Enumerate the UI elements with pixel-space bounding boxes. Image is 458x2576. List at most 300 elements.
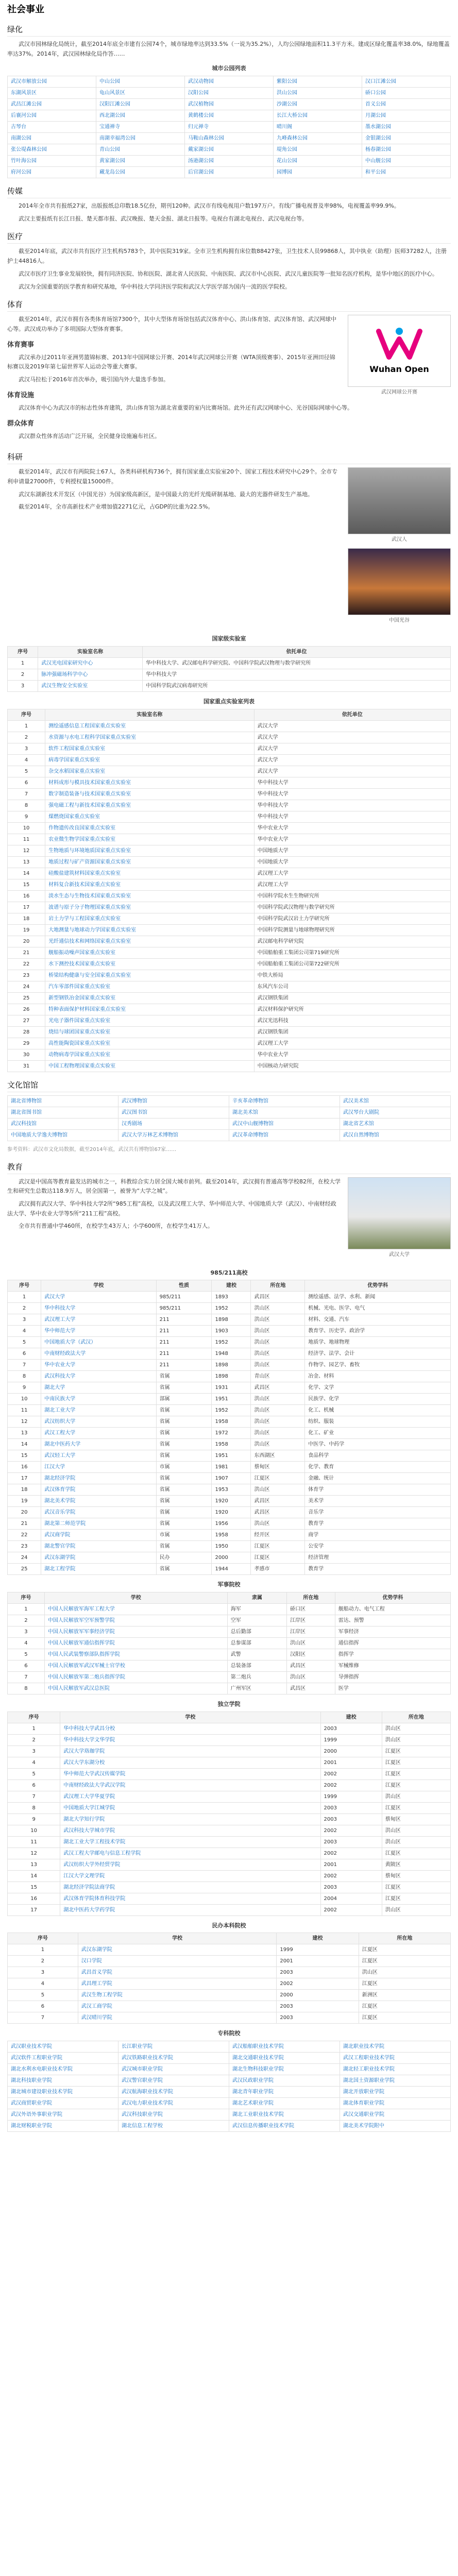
table-row (8, 913, 451, 924)
table-cell[interactable]: 江汉大学文理学院 (60, 1870, 320, 1882)
table-row (8, 1956, 451, 1967)
table-cell[interactable]: 岩土力学与工程国家重点实验室 (45, 913, 255, 924)
table-cell: 2003 (320, 1723, 382, 1734)
table-cell: 9 (8, 1382, 41, 1394)
independent-college-table (7, 1711, 451, 1916)
table-cell[interactable]: 华中师范大学武汉传媒学院 (60, 1768, 320, 1780)
table-cell[interactable]: 杂交水稻国家重点实验室 (45, 766, 255, 777)
table-cell[interactable]: 湖北第二师范学院 (41, 1518, 156, 1530)
table-cell[interactable]: 武汉大学 (41, 1292, 156, 1303)
table-cell[interactable]: 武昌首义学院 (78, 1967, 277, 1978)
park-link[interactable]: 藏龙岛公园 (99, 170, 125, 176)
table-cell[interactable]: 病毒学国家重点实验室 (45, 754, 255, 766)
table-cell: 武汉理工大学 (254, 879, 450, 890)
venue-link[interactable]: 武汉科技馆 (11, 1121, 37, 1127)
table-cell (96, 110, 185, 122)
table-cell: 4 (8, 1638, 45, 1649)
table-cell[interactable]: 武汉科技大学城市学院 (60, 1825, 320, 1836)
college-link[interactable]: 武汉警官职业学院 (122, 2078, 163, 2084)
table-row (8, 924, 451, 936)
college-link[interactable]: 武汉科技职业学院 (122, 2112, 163, 2118)
table-cell[interactable]: 湖北大学知行学院 (60, 1814, 320, 1825)
table-cell: 2002 (320, 1848, 382, 1859)
column-header: 所在地 (359, 1933, 450, 1944)
table-cell: 通信指挥 (335, 1638, 450, 1649)
college-link[interactable]: 湖北工业职业技术学院 (232, 2112, 284, 2118)
table-row (8, 1049, 451, 1060)
park-link[interactable]: 九峰森林公园 (277, 135, 308, 142)
table-cell: 9 (8, 1814, 60, 1825)
table-cell[interactable]: 新型钢铁冶金国家重点实验室 (45, 992, 255, 1004)
table-row (8, 2109, 451, 2121)
table-cell (229, 2053, 340, 2064)
figure-optics-valley[interactable] (348, 548, 451, 625)
table-cell[interactable]: 武汉纺织大学 (41, 1416, 156, 1428)
table-cell[interactable]: 武汉科技大学 (41, 1371, 156, 1382)
table-cell (185, 76, 274, 88)
table-cell[interactable]: 煤燃烧国家重点实验室 (45, 811, 255, 822)
table-cell: 15 (8, 1882, 60, 1893)
table-cell: 17 (8, 902, 45, 913)
parks-table (7, 76, 451, 178)
table-cell[interactable]: 波谱与原子分子物理国家重点实验室 (45, 902, 255, 913)
table-cell[interactable]: 农业微生物学国家重点实验室 (45, 834, 255, 845)
table-cell[interactable]: 华中科技大学武昌分校 (60, 1723, 320, 1734)
table-cell: 洪山区 (382, 1904, 450, 1916)
table-cell[interactable]: 中国人民武装警察部队指挥学院 (44, 1649, 227, 1660)
table-cell: 11 (8, 834, 45, 845)
section-heading: 科研 (7, 451, 451, 464)
table-cell (8, 2109, 118, 2121)
table-cell[interactable]: 武汉生物工程学院 (78, 1990, 277, 2001)
college-link[interactable]: 武汉铁路职业技术学院 (122, 2055, 173, 2061)
college-link[interactable]: 武汉民政职业学院 (232, 2078, 274, 2084)
table-cell: 武汉理工大学 (254, 1038, 450, 1049)
table-cell: 洪山区 (251, 1314, 305, 1326)
college-link[interactable]: 湖北青年职业学院 (232, 2089, 274, 2095)
table-cell (274, 122, 362, 133)
paragraph: 武汉市医疗卫生事业发展较快，拥有同济医院、协和医院、湖北省人民医院、中南医院、武汉市中心医院、武汉儿童医院等一批知名医疗机构，是华中地区的医疗中心。 (19, 270, 438, 277)
venue-link[interactable]: 武汉美术馆 (343, 1098, 369, 1104)
table-row (8, 2001, 451, 2012)
table-cell: 蔡甸区 (251, 1462, 305, 1473)
table-row (8, 1541, 451, 1552)
table-cell (8, 2075, 118, 2087)
venue-link[interactable]: 湖北美术馆 (232, 1109, 258, 1115)
table-cell: 1 (8, 657, 38, 669)
table-cell[interactable]: 中南财经政法大学武汉学院 (60, 1780, 320, 1791)
table-cell[interactable]: 武昌理工学院 (78, 1978, 277, 1990)
table-row (8, 2053, 451, 2064)
college-link[interactable]: 湖北财税职业学院 (11, 2123, 52, 2129)
table-cell[interactable]: 湖北美术学院 (41, 1496, 156, 1507)
figure-caption: 武汉人 (392, 537, 407, 543)
table-cell[interactable]: 脉冲强磁场科学中心 (38, 669, 143, 680)
table-cell: 省属 (156, 1484, 212, 1496)
venue-link[interactable]: 中国地质大学逸夫博物馆 (11, 1132, 67, 1138)
table-row (8, 1129, 451, 1141)
table-cell: 黄陂区 (382, 1859, 450, 1870)
column-header: 序号 (8, 1711, 60, 1723)
venue-link[interactable]: 武汉中山舰博物馆 (232, 1121, 274, 1127)
college-link[interactable]: 湖北水利水电职业技术学院 (11, 2066, 73, 2073)
table-cell[interactable]: 生物地质与环境地质国家重点实验室 (45, 845, 255, 856)
table-row (8, 1848, 451, 1859)
venue-link[interactable]: 辛亥革命博物馆 (232, 1098, 268, 1104)
table-cell: 3 (8, 1314, 41, 1326)
college-link[interactable]: 长江职业学院 (122, 2044, 152, 2050)
table-cell: 省属 (156, 1473, 212, 1484)
figure-wuhan-person[interactable] (348, 467, 451, 544)
park-link[interactable]: 龟山风景区 (99, 90, 125, 96)
table-cell[interactable]: 武汉工程大学邮电与信息工程学院 (60, 1848, 320, 1859)
venue-link[interactable]: 湖北省艺术馆 (343, 1121, 374, 1127)
venue-link[interactable]: 武汉自然博物馆 (343, 1132, 379, 1138)
table-cell (185, 99, 274, 110)
table-cell[interactable]: 华中科技大学 (41, 1303, 156, 1314)
table-row (8, 2041, 451, 2053)
table-cell[interactable]: 武汉生物安全实验室 (38, 680, 143, 691)
college-link[interactable]: 湖北艺术职业学院 (232, 2100, 274, 2107)
table-cell[interactable]: 中南民族大学 (41, 1394, 156, 1405)
park-link[interactable]: 洪山公园 (277, 90, 297, 96)
table-cell[interactable]: 武汉商学院 (41, 1530, 156, 1541)
table-cell[interactable]: 武汉纺织大学外经贸学院 (60, 1859, 320, 1870)
table-row (8, 992, 451, 1004)
table-cell[interactable]: 中国人民解放军第二炮兵指挥学院 (44, 1672, 227, 1683)
table-row (8, 1337, 451, 1348)
figure-wuhan-university[interactable] (348, 1177, 451, 1259)
table-cell: 汉阳区 (287, 1649, 335, 1660)
table-cell[interactable]: 湖北中医药大学 (41, 1439, 156, 1450)
venue-link[interactable]: 武汉图书馆 (122, 1109, 147, 1115)
park-link[interactable]: 武汉植物园 (188, 101, 214, 108)
college-link[interactable]: 武汉城市职业学院 (122, 2066, 163, 2073)
table-row (8, 1944, 451, 1956)
table-cell[interactable]: 中国人民解放军海军工程大学 (44, 1604, 227, 1615)
table-cell: 指挥学 (335, 1649, 450, 1660)
table-cell[interactable]: 武汉体育学院 (41, 1484, 156, 1496)
college-link[interactable]: 湖北信息工程学校 (122, 2123, 163, 2129)
park-link[interactable]: 武汉市解放公园 (11, 79, 47, 85)
park-link[interactable]: 戴家湖公园 (188, 147, 214, 153)
table-cell[interactable]: 地质过程与矿产资源国家重点实验室 (45, 856, 255, 868)
table-cell: 1953 (212, 1484, 251, 1496)
table-cell: 省属 (156, 1564, 212, 1575)
table-cell: 1999 (277, 1944, 359, 1956)
college-link[interactable]: 武汉电力职业技术学院 (122, 2100, 173, 2107)
table-cell[interactable]: 软件工程国家重点实验室 (45, 743, 255, 754)
park-link[interactable]: 西北湖公园 (99, 113, 125, 119)
table-cell: 部属 (156, 1394, 212, 1405)
table-cell[interactable]: 武汉体育学院体育科技学院 (60, 1893, 320, 1904)
column-header: 建校 (212, 1280, 251, 1292)
table-cell: 蔡甸区 (382, 1870, 450, 1882)
table-cell (96, 76, 185, 88)
college-link[interactable]: 武汉外语外事职业学院 (11, 2112, 62, 2118)
park-link[interactable]: 青山公园 (99, 147, 120, 153)
college-link[interactable]: 湖北美术学院附中 (343, 2123, 384, 2129)
park-link[interactable]: 南湖幸福湾公园 (99, 135, 135, 142)
college-link[interactable]: 武汉船舶职业技术学院 (232, 2044, 284, 2050)
college-link[interactable]: 湖北开放职业学院 (343, 2089, 384, 2095)
park-link[interactable]: 堤角公园 (277, 147, 297, 153)
table-cell: 洪山区 (382, 1723, 450, 1734)
table-cell[interactable]: 水资源与水电工程科学国家重点实验室 (45, 732, 255, 743)
table-cell[interactable]: 湖北工业大学工程技术学院 (60, 1836, 320, 1848)
park-link[interactable]: 硚口公园 (365, 90, 386, 96)
table-cell[interactable]: 武汉东湖学院 (78, 1944, 277, 1956)
table-cell: 1898 (212, 1371, 251, 1382)
park-link[interactable]: 墨水湖公园 (365, 124, 391, 130)
park-link[interactable]: 紫阳公园 (277, 79, 297, 85)
table-row (8, 1802, 451, 1814)
park-link[interactable]: 汉阳江滩公园 (99, 101, 130, 108)
table-row (8, 1439, 451, 1450)
table-cell (118, 2109, 229, 2121)
table-row (8, 1615, 451, 1626)
table-cell: 4 (8, 754, 45, 766)
college-link[interactable]: 武汉软件工程职业学院 (11, 2055, 62, 2061)
table-cell[interactable]: 动物病毒学国家重点实验室 (45, 1049, 255, 1060)
table-row (8, 720, 451, 732)
table-cell[interactable]: 中国工程物理国家重点实验室 (45, 1060, 255, 1072)
table-cell: 20 (8, 936, 45, 947)
college-link[interactable]: 武汉职业技术学院 (11, 2044, 52, 2050)
college-link[interactable]: 湖北交通职业技术学院 (232, 2055, 284, 2061)
table-cell[interactable]: 强电磁工程与新技术国家重点实验室 (45, 800, 255, 811)
table-cell: 华中科技大学 (254, 777, 450, 788)
table-cell: 江夏区 (359, 1944, 450, 1956)
table-row (8, 1757, 451, 1768)
park-link[interactable]: 和平公园 (365, 170, 386, 176)
table-caption: 国家级实验室 (212, 635, 246, 642)
table-cell[interactable]: 武汉工程大学 (41, 1428, 156, 1439)
table-cell[interactable]: 汽车零部件国家重点实验室 (45, 981, 255, 992)
table-cell[interactable]: 湖北大学 (41, 1382, 156, 1394)
park-link[interactable]: 汉阳公园 (188, 90, 209, 96)
table-cell (8, 110, 96, 122)
table-cell: 江夏区 (251, 1552, 305, 1564)
table-cell[interactable]: 武汉大学东湖分校 (60, 1757, 320, 1768)
table-cell (229, 2098, 340, 2109)
table-row (8, 1978, 451, 1990)
table-cell[interactable]: 中国地质大学（武汉） (41, 1337, 156, 1348)
column-header: 所在地 (251, 1280, 305, 1292)
table-row (8, 970, 451, 981)
park-link[interactable]: 归元禅寺 (188, 124, 209, 130)
national-lab-table (7, 646, 451, 692)
venue-link[interactable]: 汉秀剧场 (122, 1121, 142, 1127)
venue-link[interactable]: 武汉大学万林艺术博物馆 (122, 1132, 178, 1138)
venue-link[interactable]: 武汉琴台大剧院 (343, 1109, 379, 1115)
college-link[interactable]: 武汉工程职业技术学院 (343, 2055, 395, 2061)
park-link[interactable]: 汤逊湖公园 (188, 158, 214, 164)
park-link[interactable]: 武昌江滩公园 (11, 101, 42, 108)
park-link[interactable]: 府河公园 (11, 170, 31, 176)
park-link[interactable]: 黄鹤楼公园 (188, 113, 214, 119)
table-cell[interactable]: 舰船振动噪声国家重点实验室 (45, 947, 255, 958)
table-cell[interactable]: 中南财经政法大学 (41, 1348, 156, 1360)
table-cell[interactable]: 武汉音乐学院 (41, 1507, 156, 1518)
table-cell: 8 (8, 1683, 45, 1694)
college-link[interactable]: 湖北职业技术学院 (343, 2044, 384, 2050)
table-cell (8, 1095, 118, 1107)
table-cell: 华中科技大学 (254, 800, 450, 811)
table-row (8, 754, 451, 766)
table-row (8, 947, 451, 958)
park-link[interactable]: 晴川阁 (277, 124, 292, 130)
table-cell: 武汉钢铁集团 (254, 992, 450, 1004)
table-row (8, 1038, 451, 1049)
table-cell: 12 (8, 845, 45, 856)
table-cell[interactable]: 华中科技大学文华学院 (60, 1734, 320, 1745)
table-cell[interactable]: 硅酸盐建筑材料国家重点实验室 (45, 868, 255, 879)
table-row (8, 2098, 451, 2109)
table-cell[interactable]: 湖北工业大学 (41, 1405, 156, 1416)
table-cell: 教育学 (305, 1518, 451, 1530)
table-cell[interactable]: 光电子器件国家重点实验室 (45, 1015, 255, 1026)
table-cell[interactable]: 中国人民解放军通信指挥学院 (44, 1638, 227, 1649)
table-cell[interactable]: 大地测量与地球动力学国家重点实验室 (45, 924, 255, 936)
park-link[interactable]: 金银湖公园 (365, 135, 391, 142)
table-cell[interactable]: 湖北经济学院 (41, 1473, 156, 1484)
college-link[interactable]: 武汉商贸职业学院 (11, 2100, 52, 2107)
table-cell[interactable]: 中国人民解放军武汉军械士官学校 (44, 1660, 227, 1672)
college-link[interactable]: 武汉航海职业技术学院 (122, 2089, 173, 2095)
college-link[interactable]: 湖北生物科技职业学院 (232, 2066, 284, 2073)
table-cell[interactable]: 武汉光电国家研究中心 (38, 657, 143, 669)
table-cell (274, 144, 362, 156)
park-link[interactable]: 南湖公园 (11, 135, 31, 142)
table-cell[interactable]: 湖北工程学院 (41, 1564, 156, 1575)
table-cell[interactable]: 烧结与球团国家重点实验室 (45, 1026, 255, 1038)
table-cell[interactable]: 淡水生态与生物技术国家重点实验室 (45, 890, 255, 902)
table-cell[interactable]: 武汉工商学院 (78, 2001, 277, 2012)
park-link[interactable]: 汉口江滩公园 (365, 79, 396, 85)
table-cell[interactable]: 中国地质大学江城学院 (60, 1802, 320, 1814)
table-cell: 2000 (277, 1990, 359, 2001)
table-cell[interactable]: 特种表面保护材料国家重点实验室 (45, 1004, 255, 1015)
park-link[interactable]: 古琴台 (11, 124, 26, 130)
table-cell: 华中农业大学 (254, 834, 450, 845)
table-cell[interactable]: 湖北中医药大学药学院 (60, 1904, 320, 1916)
college-link[interactable]: 湖北科技职业学院 (11, 2078, 52, 2084)
park-link[interactable]: 后官湖公园 (188, 170, 214, 176)
table-cell: 1 (8, 1292, 41, 1303)
table-cell: 1999 (320, 1791, 382, 1802)
table-cell: 洪山区 (287, 1672, 335, 1683)
venue-link[interactable]: 武汉博物馆 (122, 1098, 147, 1104)
table-cell[interactable]: 作物遗传改良国家重点实验室 (45, 822, 255, 834)
table-cell[interactable]: 中国人民解放军军事经济学院 (44, 1626, 227, 1638)
park-link[interactable]: 园博园 (277, 170, 292, 176)
table-cell[interactable]: 湖北警官学院 (41, 1541, 156, 1552)
table-cell[interactable]: 武汉东湖学院 (41, 1552, 156, 1564)
table-cell: 经开区 (251, 1530, 305, 1541)
table-cell[interactable]: 高性能陶瓷国家重点实验室 (45, 1038, 255, 1049)
figure-wuhan-open[interactable] (348, 315, 451, 397)
table-cell: 2002 (320, 1825, 382, 1836)
table-cell[interactable]: 武汉晴川学院 (78, 2012, 277, 2024)
table-cell[interactable]: 华中农业大学 (41, 1360, 156, 1371)
table-cell[interactable]: 武汉大学珞珈学院 (60, 1745, 320, 1757)
table-cell (274, 110, 362, 122)
table-cell (362, 133, 451, 144)
venue-link[interactable]: 武汉革命博物馆 (232, 1132, 268, 1138)
table-cell: 洪山区 (287, 1638, 335, 1649)
park-link[interactable]: 张公堤森林公园 (11, 147, 47, 153)
table-row (8, 1904, 451, 1916)
table-cell[interactable]: 武汉理工大学 (41, 1314, 156, 1326)
college-link[interactable]: 湖北轻工职业技术学院 (343, 2066, 395, 2073)
table-cell[interactable]: 华中师范大学 (41, 1326, 156, 1337)
park-link[interactable]: 长江大桥公园 (277, 113, 308, 119)
table-cell[interactable]: 武汉理工大学华夏学院 (60, 1791, 320, 1802)
park-link[interactable]: 中山公园 (99, 79, 120, 85)
park-link[interactable]: 首义公园 (365, 101, 386, 108)
college-link[interactable]: 湖北体育职业学院 (343, 2100, 384, 2107)
table-cell: 食品科学 (305, 1450, 451, 1462)
table-cell: 5 (8, 1649, 45, 1660)
table-cell (96, 144, 185, 156)
table-cell (8, 2053, 118, 2064)
park-link[interactable]: 武汉动物园 (188, 79, 214, 85)
table-cell[interactable]: 湖北经济学院法商学院 (60, 1882, 320, 1893)
park-link[interactable]: 沙湖公园 (277, 101, 297, 108)
college-link[interactable]: 湖北国土资源职业学院 (343, 2078, 395, 2084)
table-cell[interactable]: 数字制造装备与技术国家重点实验室 (45, 788, 255, 800)
table-row (8, 122, 451, 133)
park-link[interactable]: 宝通禅寺 (99, 124, 120, 130)
park-link[interactable]: 后襄河公园 (11, 113, 37, 119)
college-link[interactable]: 武汉信息传播职业技术学院 (232, 2123, 294, 2129)
park-link[interactable]: 东湖风景区 (11, 90, 37, 96)
college-link[interactable]: 湖北城市建设职业技术学院 (11, 2089, 73, 2095)
table-cell (96, 99, 185, 110)
table-cell[interactable]: 光纤通信技术和网络国家重点实验室 (45, 936, 255, 947)
park-link[interactable]: 竹叶海公园 (11, 158, 37, 164)
park-link[interactable]: 月湖公园 (365, 113, 386, 119)
table-cell: 华中农业大学 (254, 1049, 450, 1060)
venue-link[interactable]: 湖北省博物馆 (11, 1098, 42, 1104)
table-cell[interactable]: 材料成形与模具技术国家重点实验室 (45, 777, 255, 788)
table-cell: 25 (8, 1564, 41, 1575)
table-cell: 6 (8, 777, 45, 788)
park-link[interactable]: 杨春湖公园 (365, 147, 391, 153)
table-cell[interactable]: 测绘遥感信息工程国家重点实验室 (45, 720, 255, 732)
table-cell: 28 (8, 1026, 45, 1038)
table-cell[interactable]: 中国人民解放军武汉总医院 (44, 1683, 227, 1694)
table-cell: 空军 (227, 1615, 286, 1626)
table-cell[interactable]: 桥梁结构健康与安全国家重点实验室 (45, 970, 255, 981)
table-cell[interactable]: 中国人民解放军空军预警学院 (44, 1615, 227, 1626)
table-cell[interactable]: 水下测控技术国家重点实验室 (45, 958, 255, 970)
table-cell[interactable]: 武汉轻工大学 (41, 1450, 156, 1462)
table-cell: 2002 (320, 1904, 382, 1916)
table-row (8, 1814, 451, 1825)
park-link[interactable]: 花山公园 (277, 158, 297, 164)
table-cell[interactable]: 汉口学院 (78, 1956, 277, 1967)
table-cell: 6 (8, 2001, 78, 2012)
table-cell[interactable]: 材料复合新技术国家重点实验室 (45, 879, 255, 890)
park-link[interactable]: 马鞍山森林公园 (188, 135, 224, 142)
park-link[interactable]: 黄家湖公园 (99, 158, 125, 164)
park-link[interactable]: 中山舰公园 (365, 158, 391, 164)
college-link[interactable]: 武汉交通职业学院 (343, 2112, 384, 2118)
venue-link[interactable]: 湖北省图书馆 (11, 1109, 42, 1115)
table-cell[interactable]: 江汉大学 (41, 1462, 156, 1473)
